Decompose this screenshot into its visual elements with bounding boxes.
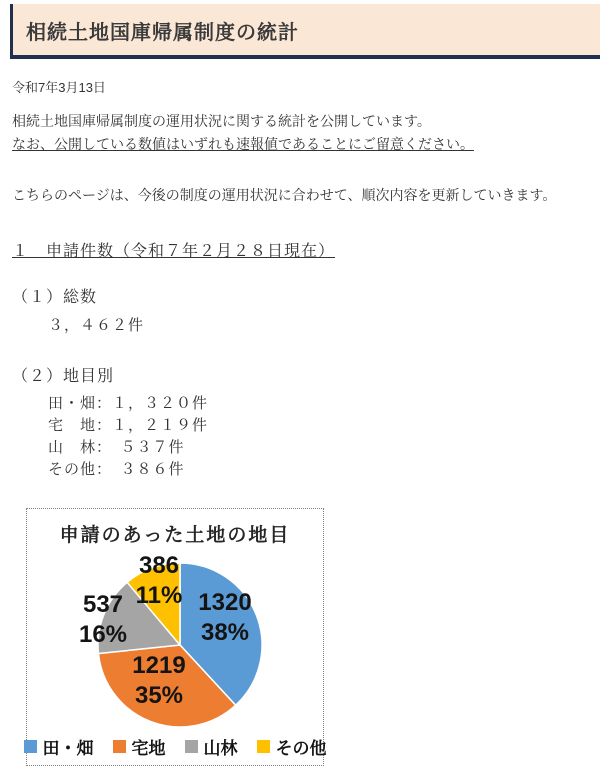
legend-label: 宅地: [131, 739, 166, 758]
land-type-item: 山 林： ５３７件: [48, 439, 185, 456]
pie-label-sanrin: [79, 590, 127, 650]
total-count-value: ３，４６２件: [48, 317, 145, 334]
page-header: [10, 4, 600, 59]
pie-label-tahata: [198, 588, 251, 648]
pie-label-percent: 11%: [135, 582, 183, 609]
intro-paragraph: [12, 110, 600, 156]
update-note: こちらのページは、今後の制度の運用状況に合わせて、順次内容を更新していきます。: [12, 187, 557, 203]
chart-legend: [27, 734, 327, 759]
pie-label-sonota: [136, 551, 183, 611]
page-title: 相続土地国庫帰属制度の統計: [26, 22, 299, 44]
intro-line-1: 相続土地国庫帰属制度の運用状況に関する統計を公開しています。: [12, 113, 431, 129]
legend-label: 田・畑: [42, 739, 94, 758]
section1-heading: １ 申請件数（令和７年２月２８日現在）: [12, 243, 336, 260]
legend-swatch-icon: [113, 740, 126, 753]
legend-item: [185, 734, 238, 759]
pie-label-value: 1320: [198, 589, 252, 616]
legend-item: [257, 734, 327, 759]
pie-label-takuchi: [132, 651, 185, 711]
pie-label-percent: 35%: [134, 682, 184, 709]
land-type-item: その他： ３８６件: [48, 461, 185, 478]
land-type-item: 田・畑：１，３２０件: [48, 395, 209, 412]
pie-label-value: 1219: [132, 652, 186, 679]
legend-label: 山林: [203, 739, 238, 758]
pie-label-percent: 16%: [78, 621, 128, 648]
subsection-total-label: （１）総数: [12, 289, 98, 306]
pie-chart: [27, 509, 323, 765]
legend-item: [113, 734, 166, 759]
legend-swatch-icon: [185, 740, 198, 753]
pie-label-percent: 38%: [200, 619, 250, 646]
legend-label: その他: [275, 739, 327, 758]
intro-line-2-note: なお、公開している数値はいずれも速報値であることにご留意ください。: [12, 136, 474, 152]
pie-label-value: 386: [138, 552, 180, 579]
legend-swatch-icon: [257, 740, 270, 753]
legend-item: [24, 734, 94, 759]
main-content: [0, 77, 600, 766]
publication-date: 令和7年3月13日: [12, 80, 106, 95]
legend-swatch-icon: [24, 740, 37, 753]
chart-title: 申請のあった土地の地目: [59, 525, 291, 546]
subsection-landtype-label: （２）地目別: [12, 368, 115, 385]
chart-panel: [26, 508, 327, 766]
land-type-list: [48, 393, 600, 481]
land-type-item: 宅 地：１，２１９件: [48, 417, 209, 434]
pie-label-value: 537: [82, 591, 124, 618]
